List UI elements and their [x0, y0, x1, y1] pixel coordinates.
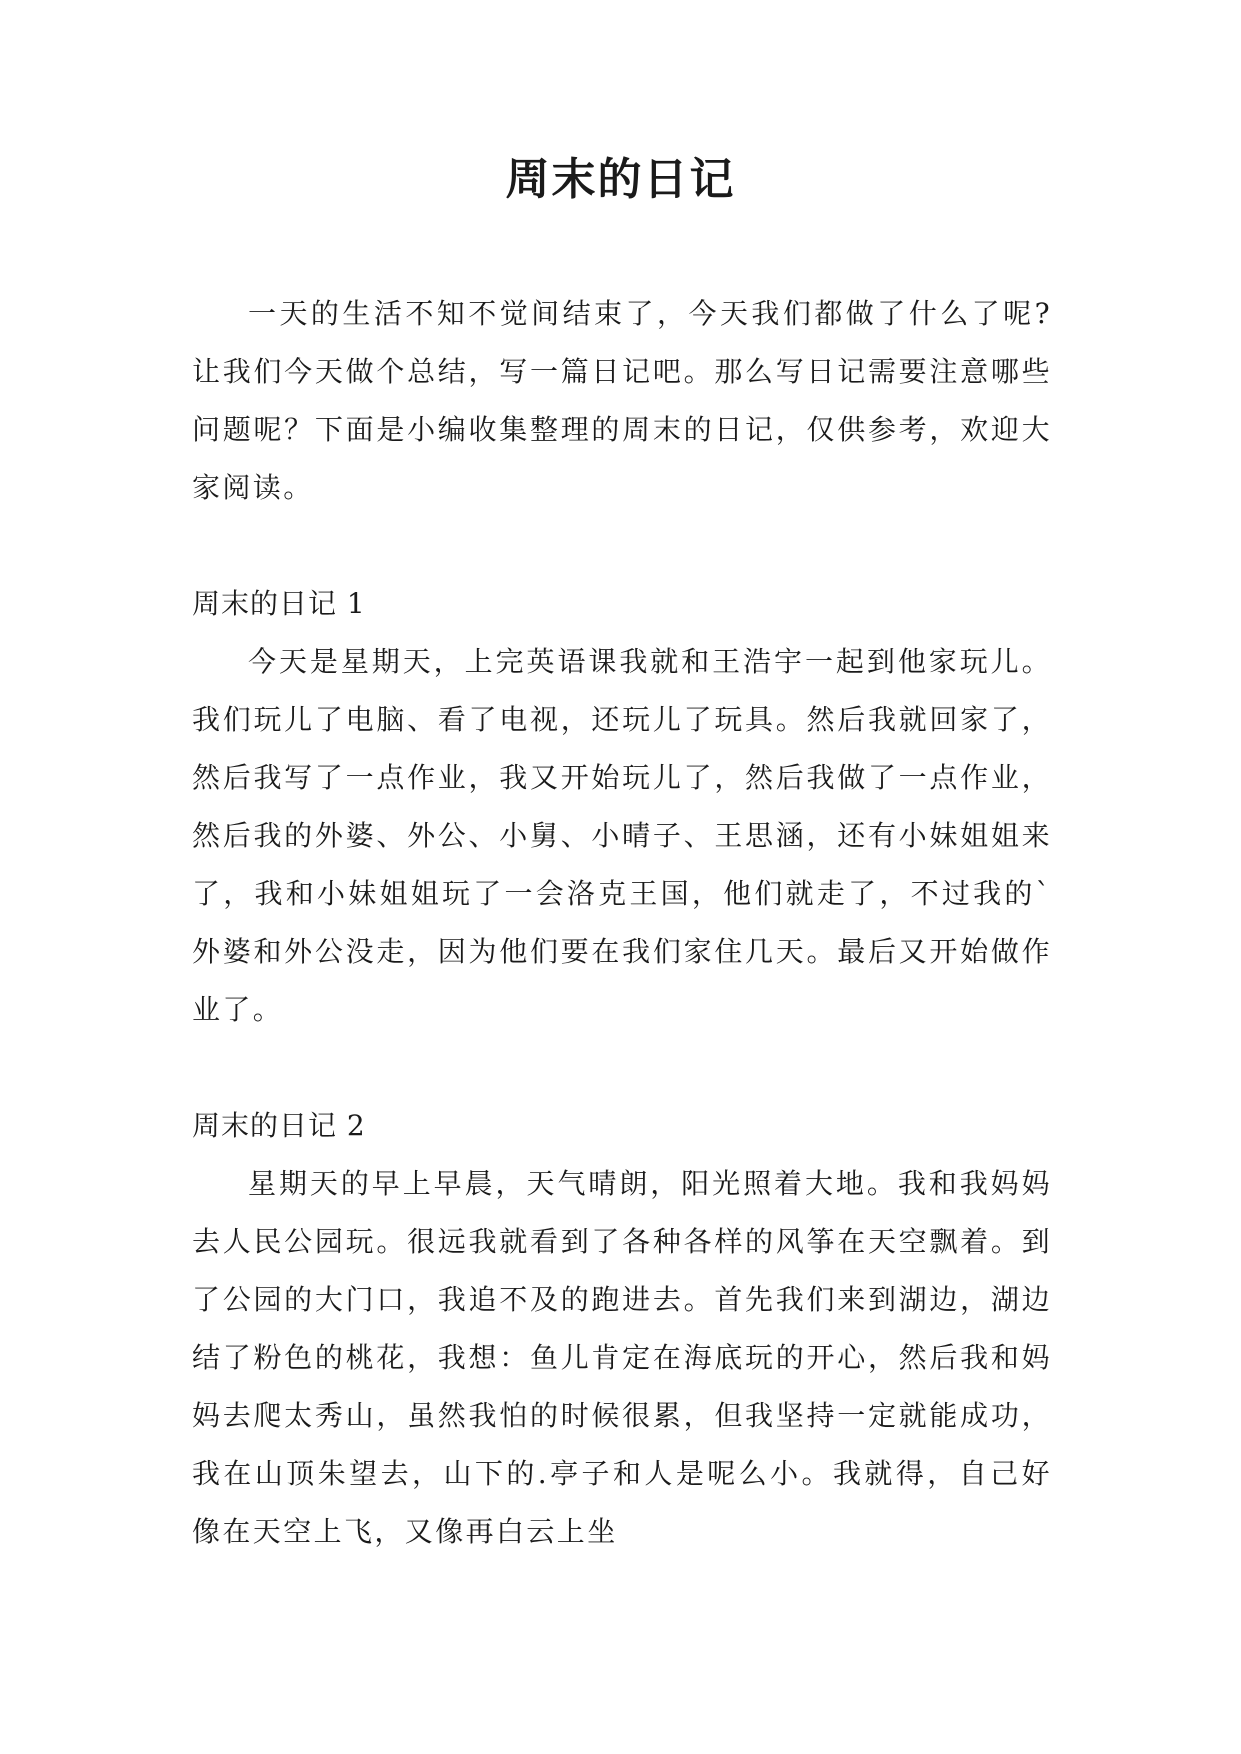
- section-body-1: 今天是星期天，上完英语课我就和王浩宇一起到他家玩儿。我们玩儿了电脑、看了电视，还玩儿了玩具。然后我就回家了，然后我写了一点作业，我又开始玩儿了，然后我做了一点作业，然后我的外婆、外公、小舅、小晴子、王思涵，还有小妹姐姐来了，我和小妹姐姐玩了一会洛克王国，他们就走了，不过我的`外婆和外公没走，因为他们要在我们家住几天。最后又开始做作业了。: [192, 645, 1052, 1026]
- document-title: 周末的日记: [505, 154, 736, 205]
- document-body: [192, 285, 1052, 1561]
- section-heading-1: 周末的日记 1: [192, 587, 366, 620]
- section-body-2: 星期天的早上早晨，天气晴朗，阳光照着大地。我和我妈妈去人民公园玩。很远我就看到了各种各样的风筝在天空飘着。到了公园的大门口，我追不及的跑进去。首先我们来到湖边，湖边结了粉色的桃花，我想：鱼儿肯定在海底玩的开心，然后我和妈妈去爬太秀山，虽然我怕的时候很累，但我坚持一定就能成功，我在山顶朱望去，山下的.亭子和人是呢么小。我就得，自己好像在天空上飞，又像再白云上坐: [192, 1167, 1052, 1548]
- section-heading-2: 周末的日记 2: [192, 1109, 366, 1142]
- intro-paragraph: 一天的生活不知不觉间结束了，今天我们都做了什么了呢?让我们今天做个总结，写一篇日记吧。那么写日记需要注意哪些问题呢？下面是小编收集整理的周末的日记，仅供参考，欢迎大家阅读。: [192, 297, 1052, 504]
